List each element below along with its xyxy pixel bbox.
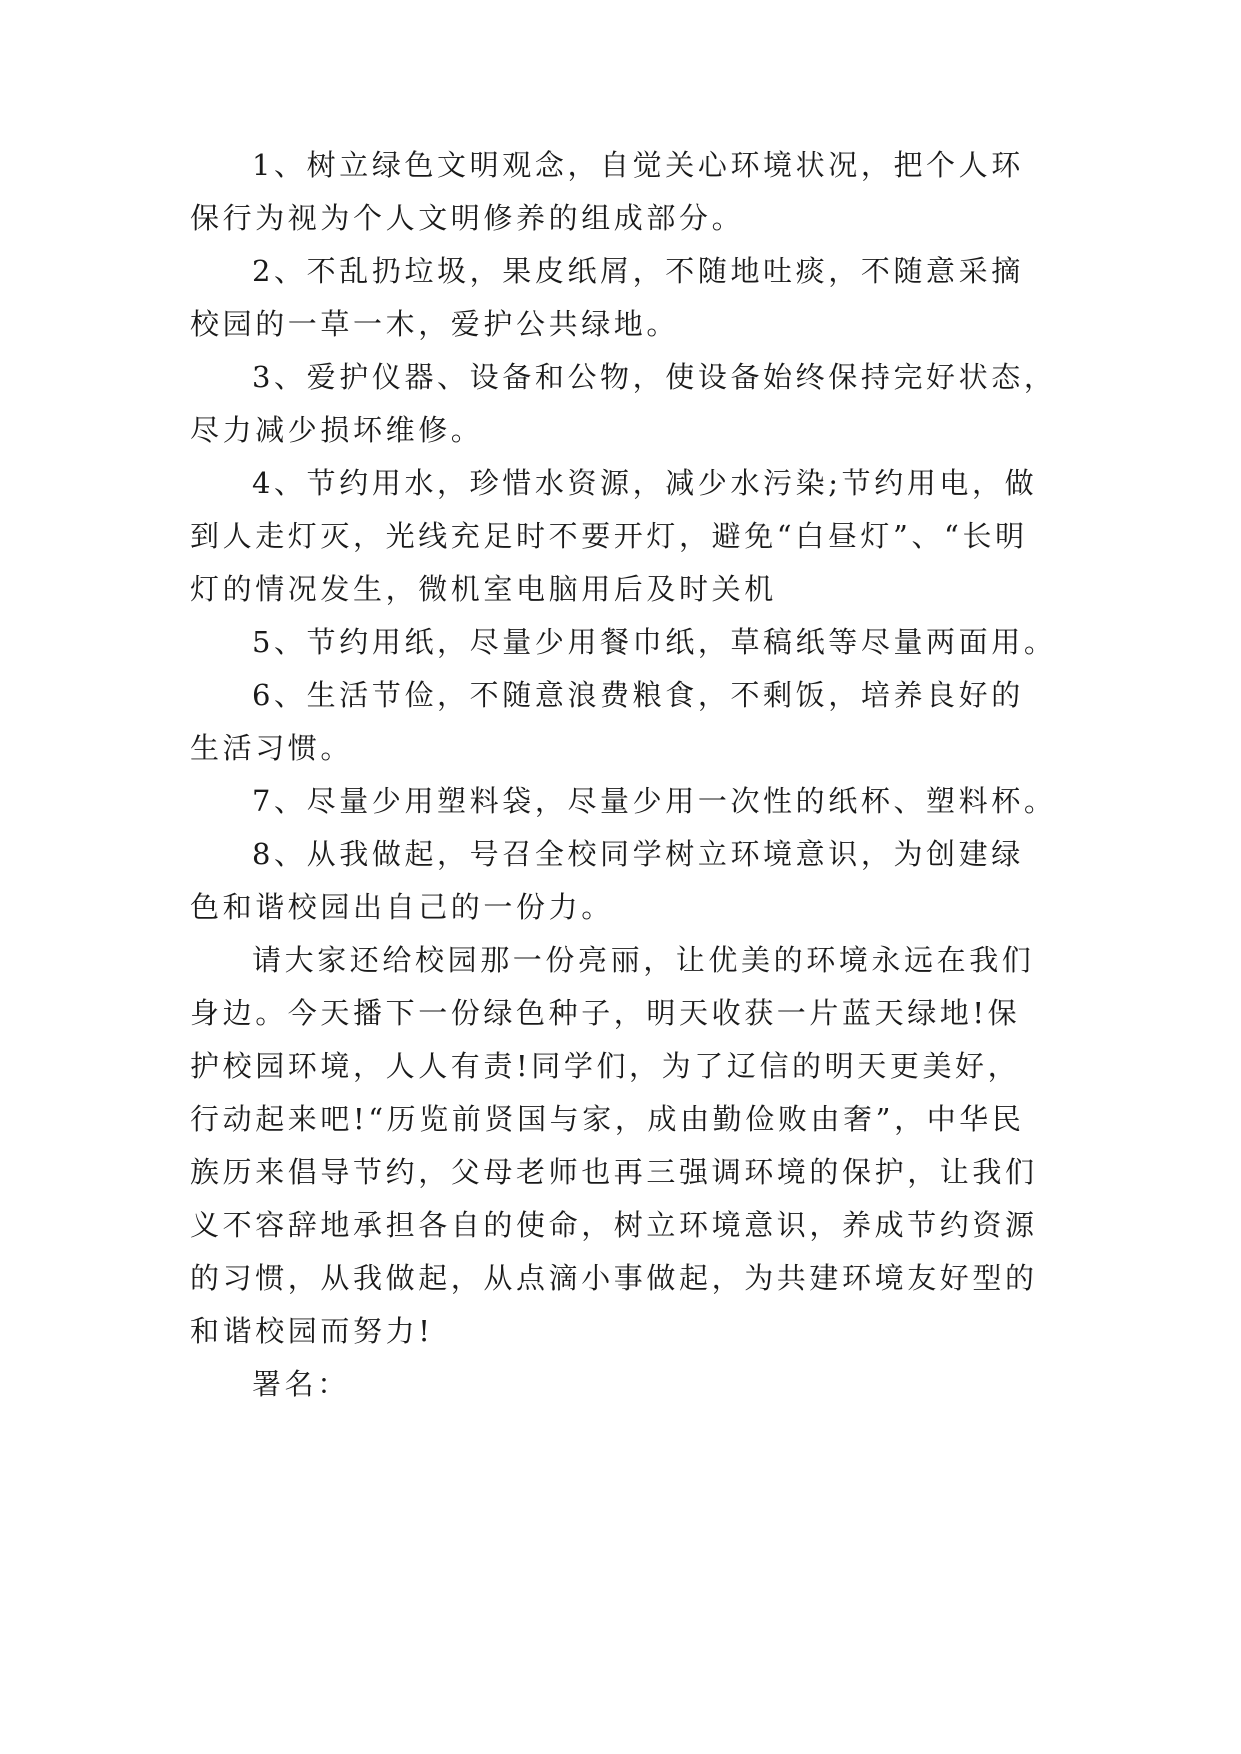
- item-7-line-1: 7、尽量少用塑料袋，尽量少用一次性的纸杯、塑料杯。: [252, 784, 1057, 818]
- closing-line-8: 和谐校园而努力!: [190, 1314, 434, 1348]
- closing-line-2: 身边。今天播下一份绿色种子，明天收获一片蓝天绿地!保: [190, 996, 1021, 1030]
- closing-line-6: 义不容辞地承担各自的使命，树立环境意识，养成节约资源: [190, 1208, 1038, 1242]
- item-4-line-1: 4、节约用水，珍惜水资源，减少水污染;节约用电，做: [252, 466, 1038, 500]
- item-1-line-2: 保行为视为个人文明修养的组成部分。: [190, 201, 745, 235]
- item-8-line-2: 色和谐校园出自己的一份力。: [190, 890, 614, 924]
- signature-label: 署名：: [252, 1367, 350, 1401]
- item-3-line-1: 3、爱护仪器、设备和公物，使设备始终保持完好状态，: [252, 360, 1057, 394]
- item-1-line-1: 1、树立绿色文明观念，自觉关心环境状况，把个人环: [252, 148, 1024, 182]
- item-6-line-1: 6、生活节俭，不随意浪费粮食，不剩饭，培养良好的: [252, 678, 1024, 712]
- item-2-line-1: 2、不乱扔垃圾，果皮纸屑，不随地吐痰，不随意采摘: [252, 254, 1024, 288]
- closing-line-3: 护校园环境，人人有责!同学们，为了辽信的明天更美好，: [190, 1049, 1021, 1083]
- item-4-line-2: 到人走灯灭，光线充足时不要开灯，避免“白昼灯”、“长明: [190, 519, 1028, 553]
- item-8-line-1: 8、从我做起，号召全校同学树立环境意识，为创建绿: [252, 837, 1024, 871]
- item-2-line-2: 校园的一草一木，爱护公共绿地。: [190, 307, 680, 341]
- closing-line-7: 的习惯，从我做起，从点滴小事做起，为共建环境友好型的: [190, 1261, 1038, 1295]
- closing-line-4: 行动起来吧!“历览前贤国与家，成由勤俭败由奢”，中华民: [190, 1102, 1025, 1136]
- item-5-line-1: 5、节约用纸，尽量少用餐巾纸，草稿纸等尽量两面用。: [252, 625, 1057, 659]
- item-3-line-2: 尽力减少损坏维修。: [190, 413, 484, 447]
- closing-line-1: 请大家还给校园那一份亮丽，让优美的环境永远在我们: [252, 943, 1035, 977]
- item-6-line-2: 生活习惯。: [190, 731, 354, 765]
- item-4-line-3: 灯的情况发生，微机室电脑用后及时关机: [190, 572, 777, 606]
- closing-line-5: 族历来倡导节约，父母老师也再三强调环境的保护，让我们: [190, 1155, 1038, 1189]
